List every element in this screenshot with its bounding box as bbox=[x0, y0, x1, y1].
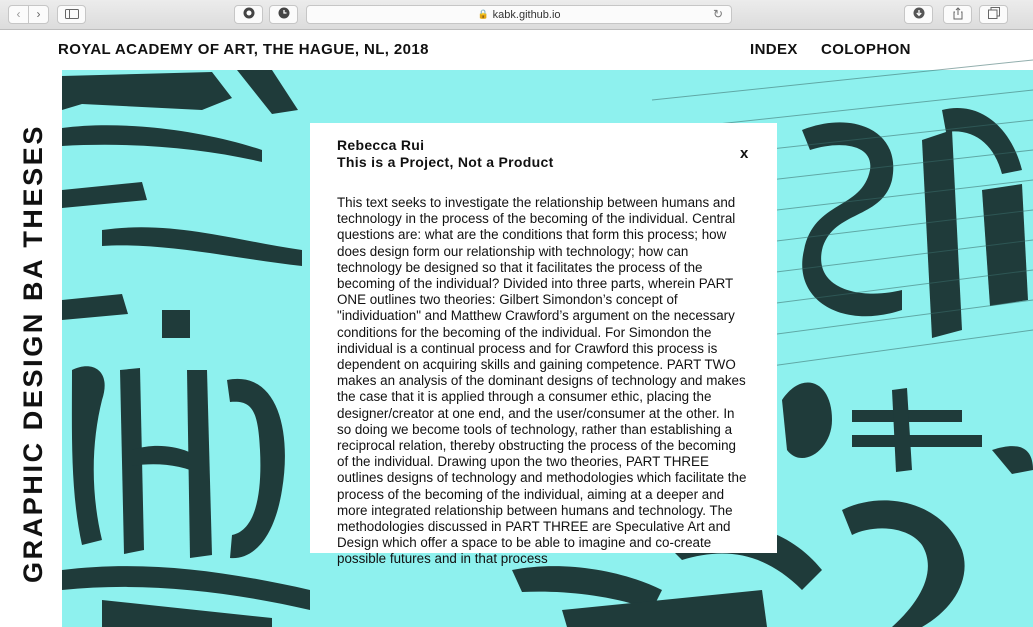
thesis-modal bbox=[310, 123, 777, 567]
share-button[interactable] bbox=[943, 5, 972, 24]
page bbox=[0, 31, 1033, 627]
clock-extension-icon bbox=[278, 7, 290, 22]
shield-extension-button[interactable] bbox=[234, 5, 263, 24]
sidebar-toggle-button[interactable] bbox=[57, 5, 86, 24]
site-header bbox=[58, 41, 1033, 61]
clock-extension-button[interactable] bbox=[269, 5, 298, 24]
share-icon bbox=[952, 7, 964, 23]
chevron-left-icon[interactable]: ‹ bbox=[9, 6, 29, 23]
sidebar-icon bbox=[65, 8, 79, 22]
url-text: kabk.github.io bbox=[492, 8, 561, 21]
lock-icon: 🔒 bbox=[477, 9, 489, 19]
vertical-title-text: GRAPHIC DESIGN BA THESES bbox=[18, 124, 48, 583]
tabs-button[interactable] bbox=[979, 5, 1008, 24]
reload-icon[interactable]: ↻ bbox=[712, 7, 723, 21]
thesis-abstract: This text seeks to investigate the relationship between humans and technology in the process of the becoming of the individual. Central questions are: what are the conditions that form this process; how does design form our relationship with technology; how can technology be designed so that it facilitates the process of the becoming of the individual? Divided into three parts, wherein PART ONE outlines two theories: Gilbert Simondon’s concept of "individuation" and Matthew Crawford’s argument on the necessary conditions for the becoming of the individual. For Simondon the individual is a continual process and for Crawford this process is dependent on acquiring skills and gaining competence. PART TWO makes an analysis of the dominant designs of technology and makes the case that it is applied through a consumer ethic, placing the designer/creator at one end, and the user/consumer at the other. In so doing we become tools of technology, rather than establishing a reciprocal relation, thereby obstructing the process of the becoming of the individual. Drawing upon the two theories, PART THREE outlines designs of technology and methodologies which facilitate the process of the becoming of the individual, aiming at a deeper and more integrated relationship between humans and technology. The methodologies discussed in PART THREE are Speculative Art and Design which offer a space to be able to imagine and co-create possible futures and in that process bbox=[337, 195, 747, 567]
shield-extension-icon bbox=[243, 7, 255, 22]
thesis-title: This is a Project, Not a Product bbox=[337, 154, 554, 170]
close-button[interactable]: x bbox=[740, 145, 749, 162]
vertical-site-title bbox=[18, 63, 52, 583]
nav-index-link[interactable]: INDEX bbox=[750, 41, 798, 58]
history-nav bbox=[8, 5, 49, 24]
tabs-icon bbox=[988, 7, 1000, 22]
download-button[interactable] bbox=[904, 5, 933, 24]
thesis-author: Rebecca Rui bbox=[337, 137, 425, 153]
chevron-right-icon[interactable]: › bbox=[36, 7, 41, 21]
nav-colophon-link[interactable]: COLOPHON bbox=[821, 41, 911, 58]
address-bar[interactable] bbox=[306, 5, 732, 24]
download-icon bbox=[913, 7, 925, 22]
academy-title: ROYAL ACADEMY OF ART, THE HAGUE, NL, 2018 bbox=[58, 41, 429, 58]
browser-toolbar bbox=[0, 0, 1033, 30]
